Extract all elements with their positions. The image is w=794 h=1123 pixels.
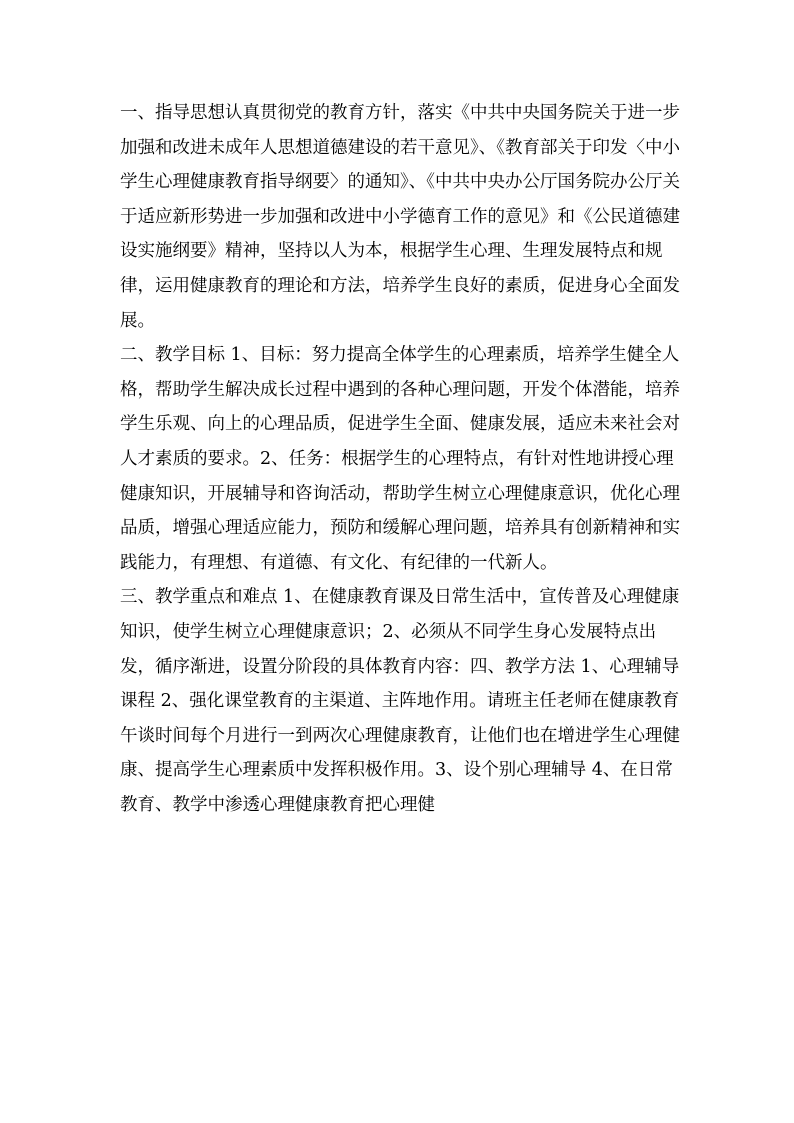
paragraph-key-points-and-methods: 三、教学重点和难点 1、在健康教育课及日常生活中，宣传普及心理健康知识，使学生树立心理健康意识；2、必须从不同学生身心发展特点出发，循序渐进，设置分阶段的具体教育内容：四、教学方法 1、心理辅导课程 2、强化课堂教育的主渠道、主阵地作用。请班主任老师在健康教育午谈时间每个月进行一到两次心理健康教育，让他们也在增进学生心理健康、提高学生心理素质中发挥积极作用。3、设个别心理辅导 4、在日常教育、教学中渗透心理健康教育把心理健 xyxy=(120,587,680,815)
document-page xyxy=(120,96,680,822)
paragraph-teaching-goals: 二、教学目标 1、目标：努力提高全体学生的心理素质，培养学生健全人格，帮助学生解决成长过程中遇到的各种心理问题，开发个体潜能，培养学生乐观、向上的心理品质，促进学生全面、健康发展，适应未来社会对人才素质的要求。2、任务：根据学生的心理特点，有针对性地讲授心理健康知识，开展辅导和咨询活动，帮助学生树立心理健康意识，优化心理品质，增强心理适应能力，预防和缓解心理问题，培养具有创新精神和实践能力，有理想、有道德、有文化、有纪律的一代新人。 xyxy=(120,345,680,573)
paragraph-guiding-ideology: 一、指导思想认真贯彻党的教育方针，落实《中共中央国务院关于进一步加强和改进未成年人思想道德建设的若干意见》、《教育部关于印发〈中小学生心理健康教育指导纲要〉的通知》、《中共中央办公厅国务院办公厅关于适应新形势进一步加强和改进中小学德育工作的意见》和《公民道德建设实施纲要》精神，坚持以人为本，根据学生心理、生理发展特点和规律，运用健康教育的理论和方法，培养学生良好的素质，促进身心全面发展。 xyxy=(120,103,680,331)
